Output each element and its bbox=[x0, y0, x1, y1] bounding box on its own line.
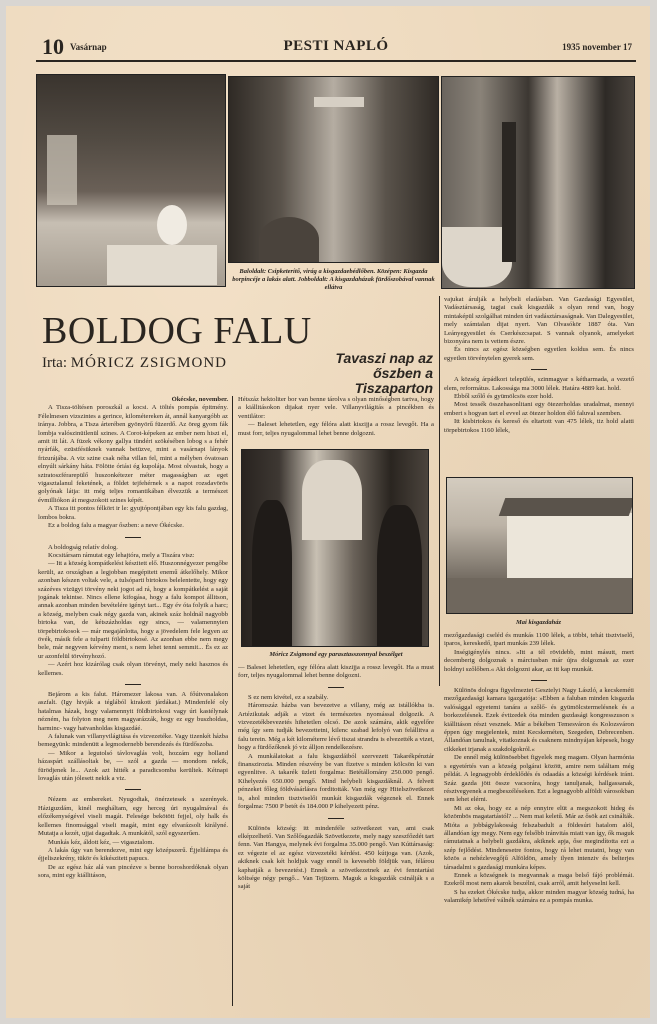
article-column-2-bottom bbox=[238, 664, 434, 1009]
article-title: BOLDOG FALU bbox=[42, 310, 312, 352]
paragraph: S ha ezeket Ókécske tudja, akkor minden magyar község tudná, ha valamikép lehetővé válnék számára ez a pompás munka. bbox=[444, 888, 634, 905]
paragraph: De ennél még különösebbet figyelek meg magam. Olyan harmónia s egyetértés van a község polgárai között, amire nem találtam még példát. A legnagyobb érdeklődés és odaadás a községi kérdések iránt. Száz gazda jött össze vacsorára, hogy tanuljanak, hallgassanak, résztvegyenek a megbeszéléseken. Ezt a legnagyobb alföldi városokban sem lehet elérni. bbox=[444, 754, 634, 804]
page-number: 10 bbox=[42, 34, 64, 59]
paragraph: Háromszáz házba van bevezetve a villany, még az istállókba is. Artézikutak adják a vizet és természetes nyomással dolgozik. A vizvezetékbevezetés hihetetlen olcsó. De azok számára, akik egyelőre még így sem tudják bevezettetni, kilenc szabad lefolyó van felállitva a falu terein. Még a két kilométerre lévő tiszai strandra is elvezették a vizet, hogy a fürdőzőknek jó viz álljon rendelkezésre. bbox=[238, 702, 434, 752]
paragraph: mezőgazdasági cseléd és munkás 1100 lélek, a többi, tehát tisztviselő, iparos, kereskedő, ipari munkás 239 lélek. bbox=[444, 632, 634, 648]
paragraph: Bejárom a kis falut. Háromezer lakosa van. A főútvonalakon aszfalt. (Igy hivják a téglából kirakott járdákat.) Mindenfelé oly hatalmas házak, hogy valamennyit földbirtokosi vagy úri kastélynak nézném, ha folyton meg nem magyarázzák, hogy ez egy buszholdas, harminc- vagy hatvanholdas kisgazdáé. bbox=[38, 691, 228, 732]
dateline: Ókécske, november. bbox=[171, 396, 228, 403]
paragraph: — Baleset lehetetlen, egy félóra alatt kiszijja a rossz levegőt. Ha a must forr, teljes nyugalommal lehet benne dolgozni. bbox=[238, 664, 434, 680]
paragraph: Most tessék összehasonlitani egy ötezerholdas uradalmat, mennyi embert s hogyan tart el evvel az ötezer holdon élő faluval szemben. bbox=[444, 401, 634, 417]
author-name: MÓRICZ ZSIGMOND bbox=[70, 355, 227, 371]
photo-kisgazda-house bbox=[446, 477, 633, 614]
paragraph: A község árpádkori település, szinmagyar s kétharmada, a vezető elem, református. Lakossága ma 3000 lélek. Határa 4889 kat. hold. bbox=[444, 376, 634, 392]
top-photos-caption: Baloldalt: Csipketerítő, virág a kisgazdaebédlőben. Középen: Kisgazda borpincéje a lakás alatt. Jobboldalt: A kisgazdaházak fürdőszobával vannak ellátva bbox=[232, 268, 435, 291]
paragraph: Nézem az embereket. Nyugodtak, önérzetesek s szerények. Háziguzdám, kinél megháltam, egy herceg úri nyugalmával és előzékenységével viseli magát. Felesége bekötött fejjel, oly halk és kellemes finomsággal viseli magát, mint egy elvarázsolt királyné. Mutatja a kezét, ujjai dagadtak. A munkától, szól egyszerűen. bbox=[38, 796, 228, 838]
weekday: Vasárnap bbox=[70, 42, 107, 52]
paragraph: Ez a boldog falu a magyar őszben: a neve Ókécske. bbox=[48, 522, 184, 530]
paragraph: Mi az oka, hogy ez a nép ennyire elüt a megszokott hideg és közömbös magatartástól? ... Nem mai keletű. Már az ősök azt csinálták. Mióta a jobbágylakosság felszabadult a földesúri hatalom alól, állandóan így megy. Nem egy felsőbb iránvitás miatt van így, ők maguk rámutatnak a helybeli gazdákra, akiknek apja, őse megindította ezt a szép fejlődést. Mindenesetre fontos, hogy rá lehet mutatni, hogy van közös a nehézlevegőjű Alföldön, amely ilyen intenziv és belterjes társadalmi s gazdasági munkára képes. bbox=[444, 804, 634, 871]
column-rule bbox=[439, 296, 440, 686]
article-subtitle: Tavaszi nap az őszben a Tiszaparton bbox=[335, 350, 433, 396]
article-column-3-bottom bbox=[444, 632, 634, 1007]
issue-date: 1935 november 17 bbox=[562, 42, 632, 52]
photo-wine-cellar bbox=[228, 76, 439, 263]
paragraph: Itt kisbirtokos és kereső és eltartott van 475 lélek, tiz hold alatti törpebirtokos 1160 lélek, bbox=[444, 418, 634, 434]
section-divider bbox=[328, 818, 344, 819]
paragraph: Ebből szőlő és gyümölcsös ezer hold. bbox=[454, 393, 554, 401]
article-column-3-top bbox=[444, 296, 634, 468]
article-column-1 bbox=[38, 396, 228, 1011]
article-column-2-top bbox=[238, 396, 434, 446]
paragraph: Inségigénylés nincs. »Itt a tél rövidebb, mint másutt, mert decemberig dolgoznak s márciusban már újra dolgoznak az ezer holdnyi szőlőben.« Aki dolgozni akar, az itt kap munkát. bbox=[444, 648, 634, 673]
paragraph: A Tisza itt pontos félkört ir le: gyujtópontjában egy kis falu gazdag, lombos bokra. bbox=[38, 505, 228, 521]
section-divider bbox=[531, 680, 547, 681]
section-divider bbox=[531, 369, 547, 370]
section-divider bbox=[328, 687, 344, 688]
photo-bathroom bbox=[441, 76, 635, 289]
paragraph: Munkás kéz, áldott kéz, — vigasztalom. bbox=[48, 838, 155, 846]
paragraph: De az egész ház alá van pincézve s benne boroshordóknak olyan sora, mint egy kiállitáson, bbox=[38, 863, 228, 880]
paragraph: — Baleset lehetetlen, egy félóra alatt kiszijja a rossz levegőt. Ha a must forr, teljes nyugalommal lehet benne dolgozni. bbox=[238, 421, 434, 437]
page-header bbox=[36, 34, 636, 62]
paragraph: S ez nem kivétel, ez a szabály. bbox=[248, 693, 329, 701]
paragraph: Különös község: itt mindenféle szövetkezet van, ami csak elképzelhető. Van Szőlősgazdák Szövetkezete, mely nagy szeszfőzdét tart fenn. Van Hangya, melynek évi forgalma 35.000 pengő. Van Kúttársaság: ez végezte el az egész vizvezetéki kérdést. 450 kútjoga van. (Azok, akiknek csak két holdjuk vagy ennél is kevesebb földjük van, félárou kaphatják a bevezetést.) Ennek a szövetkezetnek az évi fenntartási költsége négy pengő... Van Tejüzem. Maguk a kisgazdák csinálják s a saját bbox=[238, 824, 434, 891]
section-divider bbox=[125, 684, 141, 685]
photo-moricz-portrait bbox=[241, 449, 429, 647]
paragraph: Kocsitársam rámutat egy lehajtóra, mely a Tiszára visz: bbox=[48, 551, 195, 559]
paragraph: A boldogság relatív dolog. bbox=[48, 543, 118, 551]
paragraph: — Mikor a legutolsó távlovaglás volt, hozzám egy holland házaspárt szállásoltak be, — szól a gazda — mondom nekik, fürödjenek le... Azok azt hitték a paradicsomba kerültek. Kétnapi lovaglás után jólesett nekik a viz. bbox=[38, 749, 228, 783]
paragraph: Ennek a községnek is megvannak a maga belső fájó problémái. Ezekről most nem akarok beszélni, csak arról, amit helyeselni kell. bbox=[444, 871, 634, 888]
section-divider bbox=[125, 537, 141, 538]
paragraph: A Tisza-töltésen poroszkál a kocsi. A töltés pompás épitmény. Félelmesen vizszintes a gerince, kilométereken át, annál kanyargóbb az iránya. Jobbra, a Tisza árterében gyönyörű füzerdő. Az öreg gyom fák lombja valószinütlenül szines. A Corot-képeken az ember nem hiszi el, amit itt lát. A füzek vékony gallya tündéri szökésében lobog s a fehér nyárfák, ezüstfésüknek vannak betüzve, mint a vasárnapi lányok frizurájába. A viz szine csak néha villan fel, mint a mélyben óvatosan elnyúlt sárkány háta. Fölötte óriási ég kupolája. Most olvastuk, hogy a sztratoszférarepülő huszonkétezer méter magasságban az eget vigasztalanul feketének, a földet tejfehérnek s a napot rozsdavörös golyónak látja: itt még teljes romantikában élvezzük a természet évmilliókon át megszokott szines képét. bbox=[38, 404, 228, 504]
byline-prefix: Irta: bbox=[42, 355, 67, 371]
house-caption: Mai kisgazdaház bbox=[516, 619, 561, 626]
photo-dining-room bbox=[36, 74, 226, 287]
paragraph: — Azért hoz kizárólag csak olyan törvényt, mely neki hasznos és kellemes. bbox=[38, 661, 228, 677]
paragraph: vajukat árulják a helybeli eladásban. Van Gazdasági Egyesület, Vadásztársaság, tagjai csak kisgazdák s olyan rend van, hogy mintaképül szolgálhat minden úri vadásztársaságnak. Van Dalegyesület, mely számtalan dijat nyert. Van Olvasókör 1887 óta. Van Leányegyesület és Cserkészcsapat. S vannak olyanok, amelyeket bizonyára nem is vettem észre. bbox=[444, 296, 634, 346]
paragraph: Hétszáz hektoliter bor van benne tárolva s olyan minőségben tartva, hogy a kiállitásokon dijakat nyer vele. Villanyvilágitás a pincékben és ventilátor: bbox=[238, 396, 434, 420]
column-rule bbox=[232, 396, 233, 1006]
portrait-caption: Móricz Zsigmond egy parasztasszonnyal beszélget bbox=[269, 651, 403, 658]
newspaper-page bbox=[6, 6, 650, 1018]
paragraph: És nincs az egész községben egyetlen koldus sem. És nincs egyetlen törvénytelen gyerek sem. bbox=[444, 346, 634, 362]
paragraph: A lakás úgy van berendezve, mint egy középszerű. Éjjelilámpa és éjjeliszekrény, tükör és kikészitett papucs. bbox=[38, 846, 228, 863]
newspaper-masthead: PESTI NAPLÓ bbox=[283, 38, 389, 54]
section-divider bbox=[125, 789, 141, 790]
byline bbox=[42, 355, 227, 372]
paragraph: Különös dologra figyelmeztet Gesztelyi Nagy László, a kecskeméti mezőgazdasági kamara igazgatója: »Ebben a faluban minden kisgazda valósággal egyetemi tanára a szőlő- és gyümölcstermelésnek és a borkezelésnek. Ezek évtizedek óta minden gazdasági kongresszuson s kiállitáson részt vesznek. Már a békében Temesváron és Kolozsváron éppen úgy megjelentek, mint Kecskeméten, Szegeden, Debrecenben. Állandóan tanulnak, vitatkoznak és csaknem mindnyájan képesek, hogy cikkeket irjanak a szakdolgokról.« bbox=[444, 687, 634, 753]
paragraph: A falunak van villanyvilágitása és vizvezetéke. Vagy tizenkét házba bemegyünk: mindenütt a legmodernebb berendezés és fürdőszoba. bbox=[38, 733, 228, 749]
paragraph: A munkálatokat a falu kisgazdáiból szervezett Takarékpénztár finanszirozta. Minden részvény be van fizetve s minden kölcsön ki van egyenlitve. A takarék üzleti forgalma: Betétállomány 250.000 pengő. Kihelyezés 650.000 pengő. Mind helybeli kisgazdáknál. A felvett pénzeket főleg földvásárlásra forditották. Van még egy Hitelszövetkezet is, ahol minden tisztviselői munkát kisgazdák végeznek el. Ennek forgalma: 7500 P betét és 184.000 P kihelyezett pénz. bbox=[238, 752, 434, 811]
paragraph: — Itt a község kompátkelést készitett elő. Huszonnégyezer pengőbe került, az országban a legjobban megépitett enemű átkelőhely. Mikor azonban készen voltak vele, a tulsóparti birtokos belelentette, hogy egy százéves vizügyi törvény neki jogot ad rá, hogy a kompátkelést a saját jogának tekintse. Nincs ellene kifogása, hogy a falu kompot állitson, annak azonban minden bevételére igényt tart... Egy év óta folyik a harc; a község, melyben csak négy gazda van, akinek száz holdnál nagyobb birtoka van, de kétszázholdas egy sincs, — valamennyien törpebirtokosok — már megajánlotta, hogy a jövedelem fele legyen az övék, másik fele a tulparti földbirtokosé. Az azonban ebbe nem megy bele, már negyven kérvény ment, s nem lehet tenni semmit... És ez az ur azonfelül törvényhozó. bbox=[38, 560, 228, 660]
